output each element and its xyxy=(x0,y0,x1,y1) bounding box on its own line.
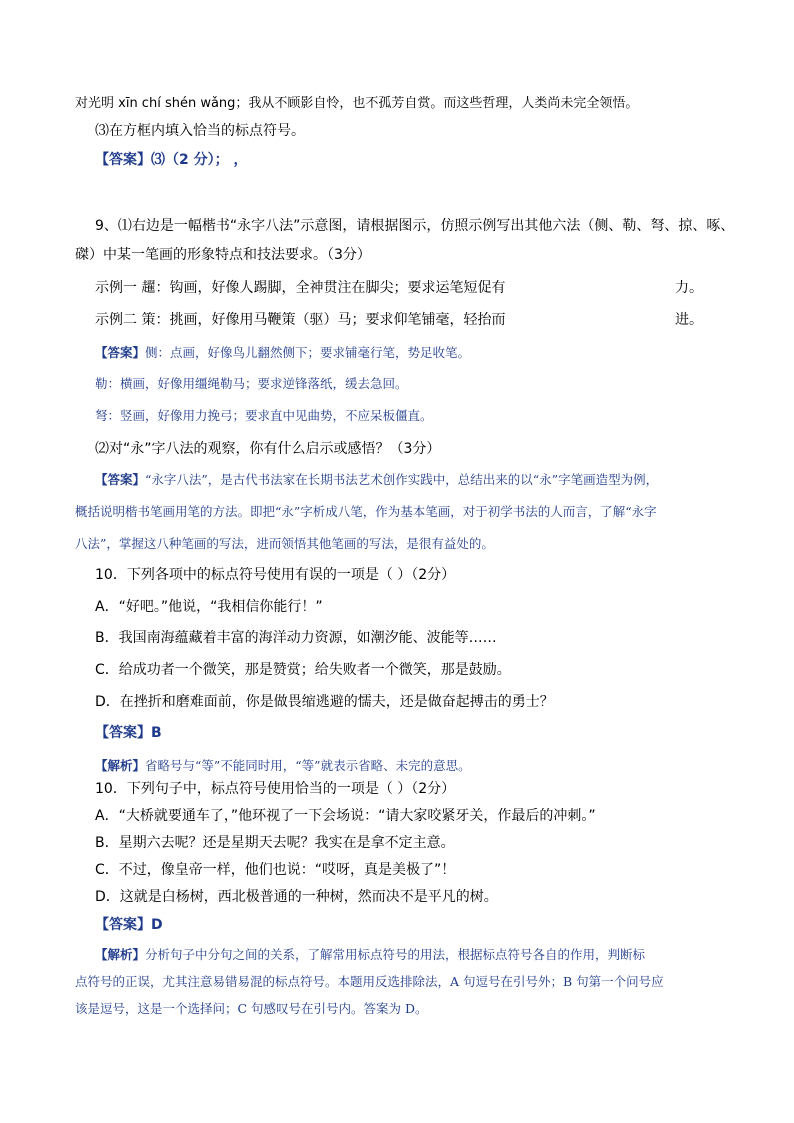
example-1-tail: 力。 xyxy=(675,280,703,296)
answer-tag: 【答案】 xyxy=(95,472,146,487)
answer-text: D xyxy=(151,917,163,933)
q8-top-line: 对光明 xīn chí shén wǎng；我从不顾影自怜，也不孤芳自赏。而这些哲理，人类尚未完全领悟。 xyxy=(75,96,639,111)
q9-stem-1: 9、⑴右边是一幅楷书“永字八法”示意图，请根据图示，仿照示例写出其他六法（侧、勒、弩、掠、啄、 xyxy=(95,218,735,234)
q10b-option-a: A．“大桥就要通车了，”他环视了一下会场说：“请大家咬紧牙关，作最后的冲刺。” xyxy=(95,808,596,824)
q10b-option-d: D．这就是白杨树，西北极普通的一种树，然而决不是平凡的树。 xyxy=(95,889,498,905)
answer-tag: 【答案】 xyxy=(95,725,151,741)
analysis-text: 分析句子中分句之间的关系，了解常用标点符号的用法，根据标点符号各自的作用，判断标 xyxy=(145,947,646,962)
q8-answer xyxy=(95,151,734,169)
analysis-text: 省略号与“等”不能同时用，“等”就表示省略、未完的意思。 xyxy=(145,758,471,773)
answer-tag: 【答案】 xyxy=(95,345,146,360)
answer-text: B xyxy=(151,725,162,741)
q10b-analysis-3: 该是逗号，这是一个选择问；C 句感叹号在引号内。答案为 D。 xyxy=(75,1001,428,1016)
q9-example-2 xyxy=(95,311,734,329)
q10a-stem: 10．下列各项中的标点符号使用有误的一项是（ ）（2分） xyxy=(95,567,456,583)
q10b-option-c: C．不过，像皇帝一样，他们也说：“哎呀，真是美极了”！ xyxy=(95,862,456,878)
q10b-answer xyxy=(95,916,734,934)
q9-answer-3: 弩：竖画，好像用力挽弓；要求直中见曲势，不应呆板僵直。 xyxy=(95,408,433,423)
q8-sub3: ⑶在方框内填入恰当的标点符号。 xyxy=(95,123,305,139)
q10b-analysis-2: 点符号的正误，尤其注意易错易混的标点符号。本题用反选排除法，A 句逗号在引号外；B 句第一个问号应 xyxy=(75,974,664,989)
example-2-tail: 进。 xyxy=(675,312,703,328)
q9-answer-b1 xyxy=(95,471,734,489)
analysis-tag: 【解析】 xyxy=(95,758,146,773)
q9-answer-b2: 概括说明楷书笔画用笔的方法。即把“永”字析成八笔，作为基本笔画，对于初学书法的人而言，了解“永字 xyxy=(75,504,657,519)
analysis-tag: 【解析】 xyxy=(95,947,146,962)
example-2-text: 示例二 策：挑画，好像用马鞭策（驱）马；要求仰笔铺毫，轻抬而 xyxy=(95,312,506,328)
q10a-answer xyxy=(95,724,734,742)
q9-answer-1 xyxy=(95,344,734,362)
answer-tag: 【答案】 xyxy=(95,917,151,933)
q9-answer-2: 勒：横画，好像用缰绳勒马；要求逆锋落纸，缓去急回。 xyxy=(95,376,408,391)
q10b-stem: 10．下列句子中，标点符号使用恰当的一项是（ ）（2分） xyxy=(95,781,456,797)
q10a-option-c: C．给成功者一个微笑，那是赞赏；给失败者一个微笑，那是鼓励。 xyxy=(95,662,511,678)
answer-text: “永字八法”，是古代书法家在长期书法艺术创作实践中，总结出来的以“永”字笔画造型为例， xyxy=(145,472,659,487)
q10a-option-b: B．我国南海蕴藏着丰富的海洋动力资源，如潮汐能、波能等…… xyxy=(95,630,497,646)
answer-text: 侧：点画，好像鸟儿翻然侧下；要求铺毫行笔，势足收笔。 xyxy=(145,345,471,360)
q10b-option-b: B．星期六去呢？还是星期天去呢？我实在是拿不定主意。 xyxy=(95,835,455,851)
q10a-option-d: D．在挫折和磨难面前，你是做畏缩逃避的懦夫，还是做奋起搏击的勇士？ xyxy=(95,694,554,710)
q10a-option-a: A．“好吧。”他说，“我相信你能行！” xyxy=(95,599,323,615)
answer-text: ⑶（2 分）； ， xyxy=(151,152,248,168)
q9-sub2: ⑵对“永”字八法的观察，你有什么启示或感悟？（3分） xyxy=(95,441,441,457)
q9-example-1 xyxy=(95,279,734,297)
q9-stem-2: 磔）中某一笔画的形象特点和技法要求。（3分） xyxy=(75,247,371,263)
example-1-text: 示例一 趯：钩画，好像人踢脚，全神贯注在脚尖；要求运笔短促有 xyxy=(95,280,506,296)
q10b-analysis-1 xyxy=(95,946,734,964)
answer-tag: 【答案】 xyxy=(95,152,151,168)
q10a-analysis xyxy=(95,757,734,775)
q9-answer-b3: 八法”，掌握这八种笔画的写法，进而领悟其他笔画的写法，是很有益处的。 xyxy=(75,536,494,551)
